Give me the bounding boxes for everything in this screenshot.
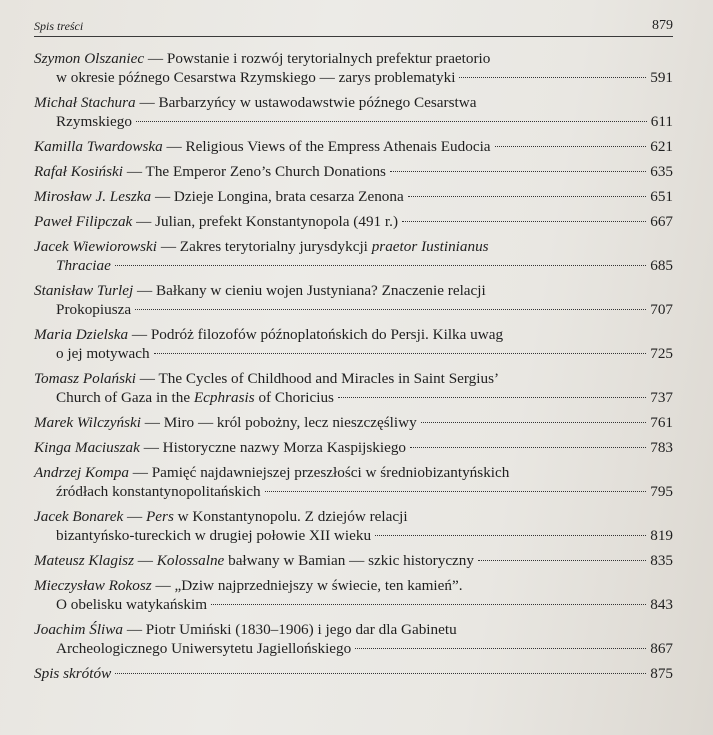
- entry-page: 707: [650, 301, 673, 318]
- toc-entry: [34, 413, 673, 432]
- entry-author: Paweł Filipczak: [34, 213, 133, 230]
- entry-title-cont: w okresie późnego Cesarstwa Rzymskiego — zarys problematyki: [56, 69, 456, 86]
- entry-author: Kinga Maciuszak: [34, 439, 140, 456]
- entry-page: 843: [650, 596, 673, 613]
- entry-page: 783: [650, 439, 673, 456]
- dot-leader: [355, 648, 646, 649]
- entry-page: 651: [650, 188, 673, 205]
- toc-entry: [34, 507, 673, 545]
- dot-leader: [478, 560, 646, 561]
- entry-author: Rafał Kosiński: [34, 163, 124, 180]
- entry-author: Marek Wilczyński: [34, 414, 141, 431]
- dot-leader: [421, 422, 647, 423]
- entry-line: [34, 325, 673, 344]
- entry-line: [34, 237, 673, 256]
- entry-title: — Powstanie i rozwój terytorialnych prefektur praetorio: [147, 50, 491, 67]
- entry-line: [34, 112, 673, 131]
- entry-line: [34, 507, 673, 526]
- entry-title-italic: Ecphrasis: [193, 389, 255, 406]
- dot-leader: [402, 221, 646, 222]
- entry-line: [34, 344, 673, 363]
- entry-author: Kamilla Twardowska: [34, 138, 163, 155]
- toc-entry: [34, 137, 673, 156]
- entry-title: — Pamięć najdawniejszej przeszłości w średniobizantyńskich: [132, 464, 510, 481]
- entry-line: [34, 526, 673, 545]
- entry-page: 819: [650, 527, 673, 544]
- entry-line: [34, 300, 673, 319]
- entry-line: [34, 49, 673, 68]
- toc-entry: [34, 369, 673, 407]
- dot-leader: [410, 447, 646, 448]
- entry-author: Tomasz Polański: [34, 370, 136, 387]
- toc-entry: [34, 620, 673, 658]
- entry-title: — The Cycles of Childhood and Miracles in Saint Sergius’: [139, 370, 500, 387]
- toc-entry: [34, 49, 673, 87]
- entry-line: [34, 68, 673, 87]
- toc-entry: [34, 438, 673, 457]
- entry-title-cont: bizantyńsko-tureckich w drugiej połowie XII wieku: [56, 527, 372, 544]
- entry-author: Szymon Olszaniec: [34, 50, 145, 67]
- entry-line: [34, 620, 673, 639]
- entry-title: — Podróż filozofów późnoplatońskich do Persji. Kilka uwag: [131, 326, 504, 343]
- dot-leader: [390, 171, 646, 172]
- table-of-contents: [34, 49, 673, 658]
- toc-entry: [34, 162, 673, 181]
- entry-author: Jacek Bonarek: [34, 508, 124, 525]
- toc-entry: [34, 212, 673, 231]
- dot-leader: [459, 77, 646, 78]
- page-number: 879: [652, 18, 673, 33]
- entry-author: Mateusz Klagisz: [34, 552, 134, 569]
- toc-entry: [34, 281, 673, 319]
- dot-leader: [135, 309, 646, 310]
- entry-title-italic: Pers: [146, 508, 174, 525]
- toc-entry: [34, 551, 673, 570]
- dot-leader: [408, 196, 647, 197]
- entry-line: [34, 595, 673, 614]
- entry-author: Mirosław J. Leszka: [34, 188, 152, 205]
- entry-line: [34, 482, 673, 501]
- entry-title: w Konstantynopolu. Z dziejów relacji: [177, 508, 408, 525]
- entry-title: — Zakres terytorialny jurysdykcji: [160, 238, 368, 255]
- entry-author: Joachim Śliwa: [34, 621, 124, 638]
- entry-line: [34, 281, 673, 300]
- entry-author: Spis skrótów: [34, 665, 112, 682]
- toc-entry: [34, 463, 673, 501]
- entry-title-cont: Prokopiusza: [56, 301, 132, 318]
- entry-line: [34, 463, 673, 482]
- entry-author: Michał Stachura: [34, 94, 136, 111]
- entry-title-cont: o jej motywach: [56, 345, 150, 362]
- entry-author: Stanisław Turlej: [34, 282, 134, 299]
- entry-title: bałwany w Bamian — szkic historyczny: [228, 552, 474, 569]
- dot-leader: [115, 265, 646, 266]
- entry-title: — Piotr Umiński (1830–1906) i jego dar dla Gabinetu: [126, 621, 457, 638]
- entry-page: 725: [650, 345, 673, 362]
- entry-line: [34, 388, 673, 407]
- entry-title-cont: Church of Gaza in the: [56, 389, 191, 406]
- entry-page: 685: [650, 257, 673, 274]
- entry-title: — Dzieje Longina, brata cesarza Zenona: [154, 188, 404, 205]
- dot-leader: [211, 604, 646, 605]
- entry-title: — Barbarzyńcy w ustawodawstwie późnego Cesarstwa: [139, 94, 477, 111]
- entry-dash: —: [137, 552, 153, 569]
- entry-page: 591: [650, 69, 673, 86]
- dot-leader: [265, 491, 647, 492]
- toc-entry: [34, 325, 673, 363]
- entry-title: — Historyczne nazwy Morza Kaspijskiego: [143, 439, 407, 456]
- entry-line: [34, 576, 673, 595]
- entry-line: [34, 93, 673, 112]
- entry-title-italic: Thraciae: [56, 257, 111, 274]
- entry-page: 737: [650, 389, 673, 406]
- entry-page: 611: [650, 113, 673, 130]
- entry-line: [34, 369, 673, 388]
- dot-leader: [495, 146, 647, 147]
- entry-author: Mieczysław Rokosz: [34, 577, 152, 594]
- entry-author: Maria Dzielska: [34, 326, 129, 343]
- dot-leader: [136, 121, 647, 122]
- entry-page: 875: [650, 665, 673, 682]
- entry-title-italic: praetor Iustinianus: [371, 238, 489, 255]
- entry-title: — Religious Views of the Empress Athenais Eudocia: [166, 138, 491, 155]
- entry-title: — Bałkany w cieniu wojen Justyniana? Znaczenie relacji: [136, 282, 486, 299]
- entry-author: Jacek Wiewiorowski: [34, 238, 158, 255]
- entry-page: 667: [650, 213, 673, 230]
- dot-leader: [338, 397, 646, 398]
- entry-author: Andrzej Kompa: [34, 464, 129, 481]
- toc-entry: [34, 187, 673, 206]
- page-header: [34, 18, 673, 37]
- entry-page: 621: [650, 138, 673, 155]
- entry-title-cont: of Choricius: [258, 389, 334, 406]
- toc-entry: [34, 576, 673, 614]
- entry-title-italic: Kolossalne: [156, 552, 225, 569]
- toc-entry: [34, 237, 673, 275]
- entry-page: 835: [650, 552, 673, 569]
- entry-page: 867: [650, 640, 673, 657]
- entry-line: [34, 256, 673, 275]
- entry-page: 761: [650, 414, 673, 431]
- entry-title: — The Emperor Zeno’s Church Donations: [126, 163, 386, 180]
- entry-title-cont: Rzymskiego: [56, 113, 132, 130]
- entry-page: 795: [650, 483, 673, 500]
- entry-page: 635: [650, 163, 673, 180]
- entry-dash: —: [127, 508, 143, 525]
- running-title: Spis treści: [34, 19, 84, 33]
- dot-leader: [115, 673, 646, 674]
- entry-title-cont: O obelisku watykańskim: [56, 596, 208, 613]
- dot-leader: [154, 353, 647, 354]
- entry-title: — „Dziw najprzedniejszy w świecie, ten kamień”.: [155, 577, 463, 594]
- entry-title-cont: Archeologicznego Uniwersytetu Jagiellońskiego: [56, 640, 352, 657]
- toc-entry-abbreviations: [34, 664, 673, 683]
- entry-title-cont: źródłach konstantynopolitańskich: [56, 483, 261, 500]
- entry-title: — Miro — król pobożny, lecz nieszczęśliwy: [144, 414, 417, 431]
- entry-title: — Julian, prefekt Konstantynopola (491 r.): [136, 213, 399, 230]
- entry-line: [34, 639, 673, 658]
- dot-leader: [375, 535, 646, 536]
- toc-entry: [34, 93, 673, 131]
